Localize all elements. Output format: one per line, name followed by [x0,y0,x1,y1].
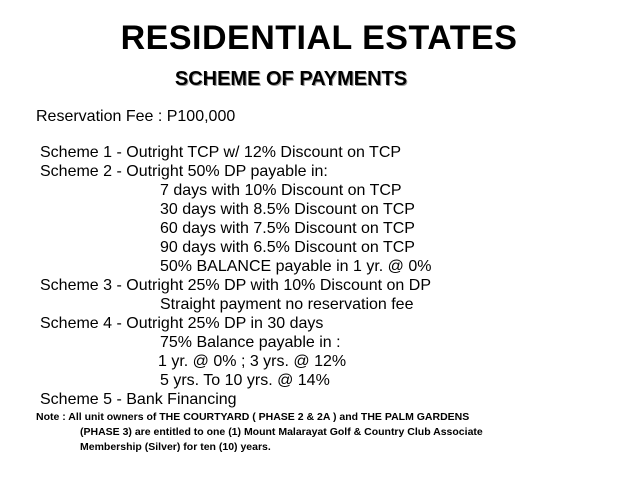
scheme-4: Scheme 4 - Outright 25% DP in 30 days [40,315,324,332]
note-line-1: Note : All unit owners of THE COURTYARD ( PHASE 2 & 2A ) and THE PALM GARDENS [36,411,470,423]
scheme-2-option-90-days: 90 days with 6.5% Discount on TCP [160,239,415,256]
note-line-2: (PHASE 3) are entitled to one (1) Mount Malarayat Golf & Country Club Associate [80,426,483,438]
scheme-2-option-30-days: 30 days with 8.5% Discount on TCP [160,201,415,218]
scheme-1: Scheme 1 - Outright TCP w/ 12% Discount on TCP [40,144,402,161]
reservation-fee: Reservation Fee : P100,000 [36,108,236,125]
scheme-2-option-60-days: 60 days with 7.5% Discount on TCP [160,220,415,237]
scheme-4-rates-long: 5 yrs. To 10 yrs. @ 14% [160,372,330,389]
slide-title: RESIDENTIAL ESTATES [120,19,518,57]
scheme-4-rates-short: 1 yr. @ 0% ; 3 yrs. @ 12% [158,353,347,370]
scheme-3-detail: Straight payment no reservation fee [160,296,414,313]
scheme-3: Scheme 3 - Outright 25% DP with 10% Discount on DP [40,277,431,294]
scheme-5: Scheme 5 - Bank Financing [40,391,237,408]
slide-subtitle: SCHEME OF PAYMENTS [174,68,408,90]
scheme-2: Scheme 2 - Outright 50% DP payable in: [40,163,328,180]
scheme-2-balance: 50% BALANCE payable in 1 yr. @ 0% [160,258,432,275]
scheme-2-option-7-days: 7 days with 10% Discount on TCP [160,182,402,199]
scheme-4-balance: 75% Balance payable in : [160,334,341,351]
note-line-3: Membership (Silver) for ten (10) years. [80,441,271,453]
